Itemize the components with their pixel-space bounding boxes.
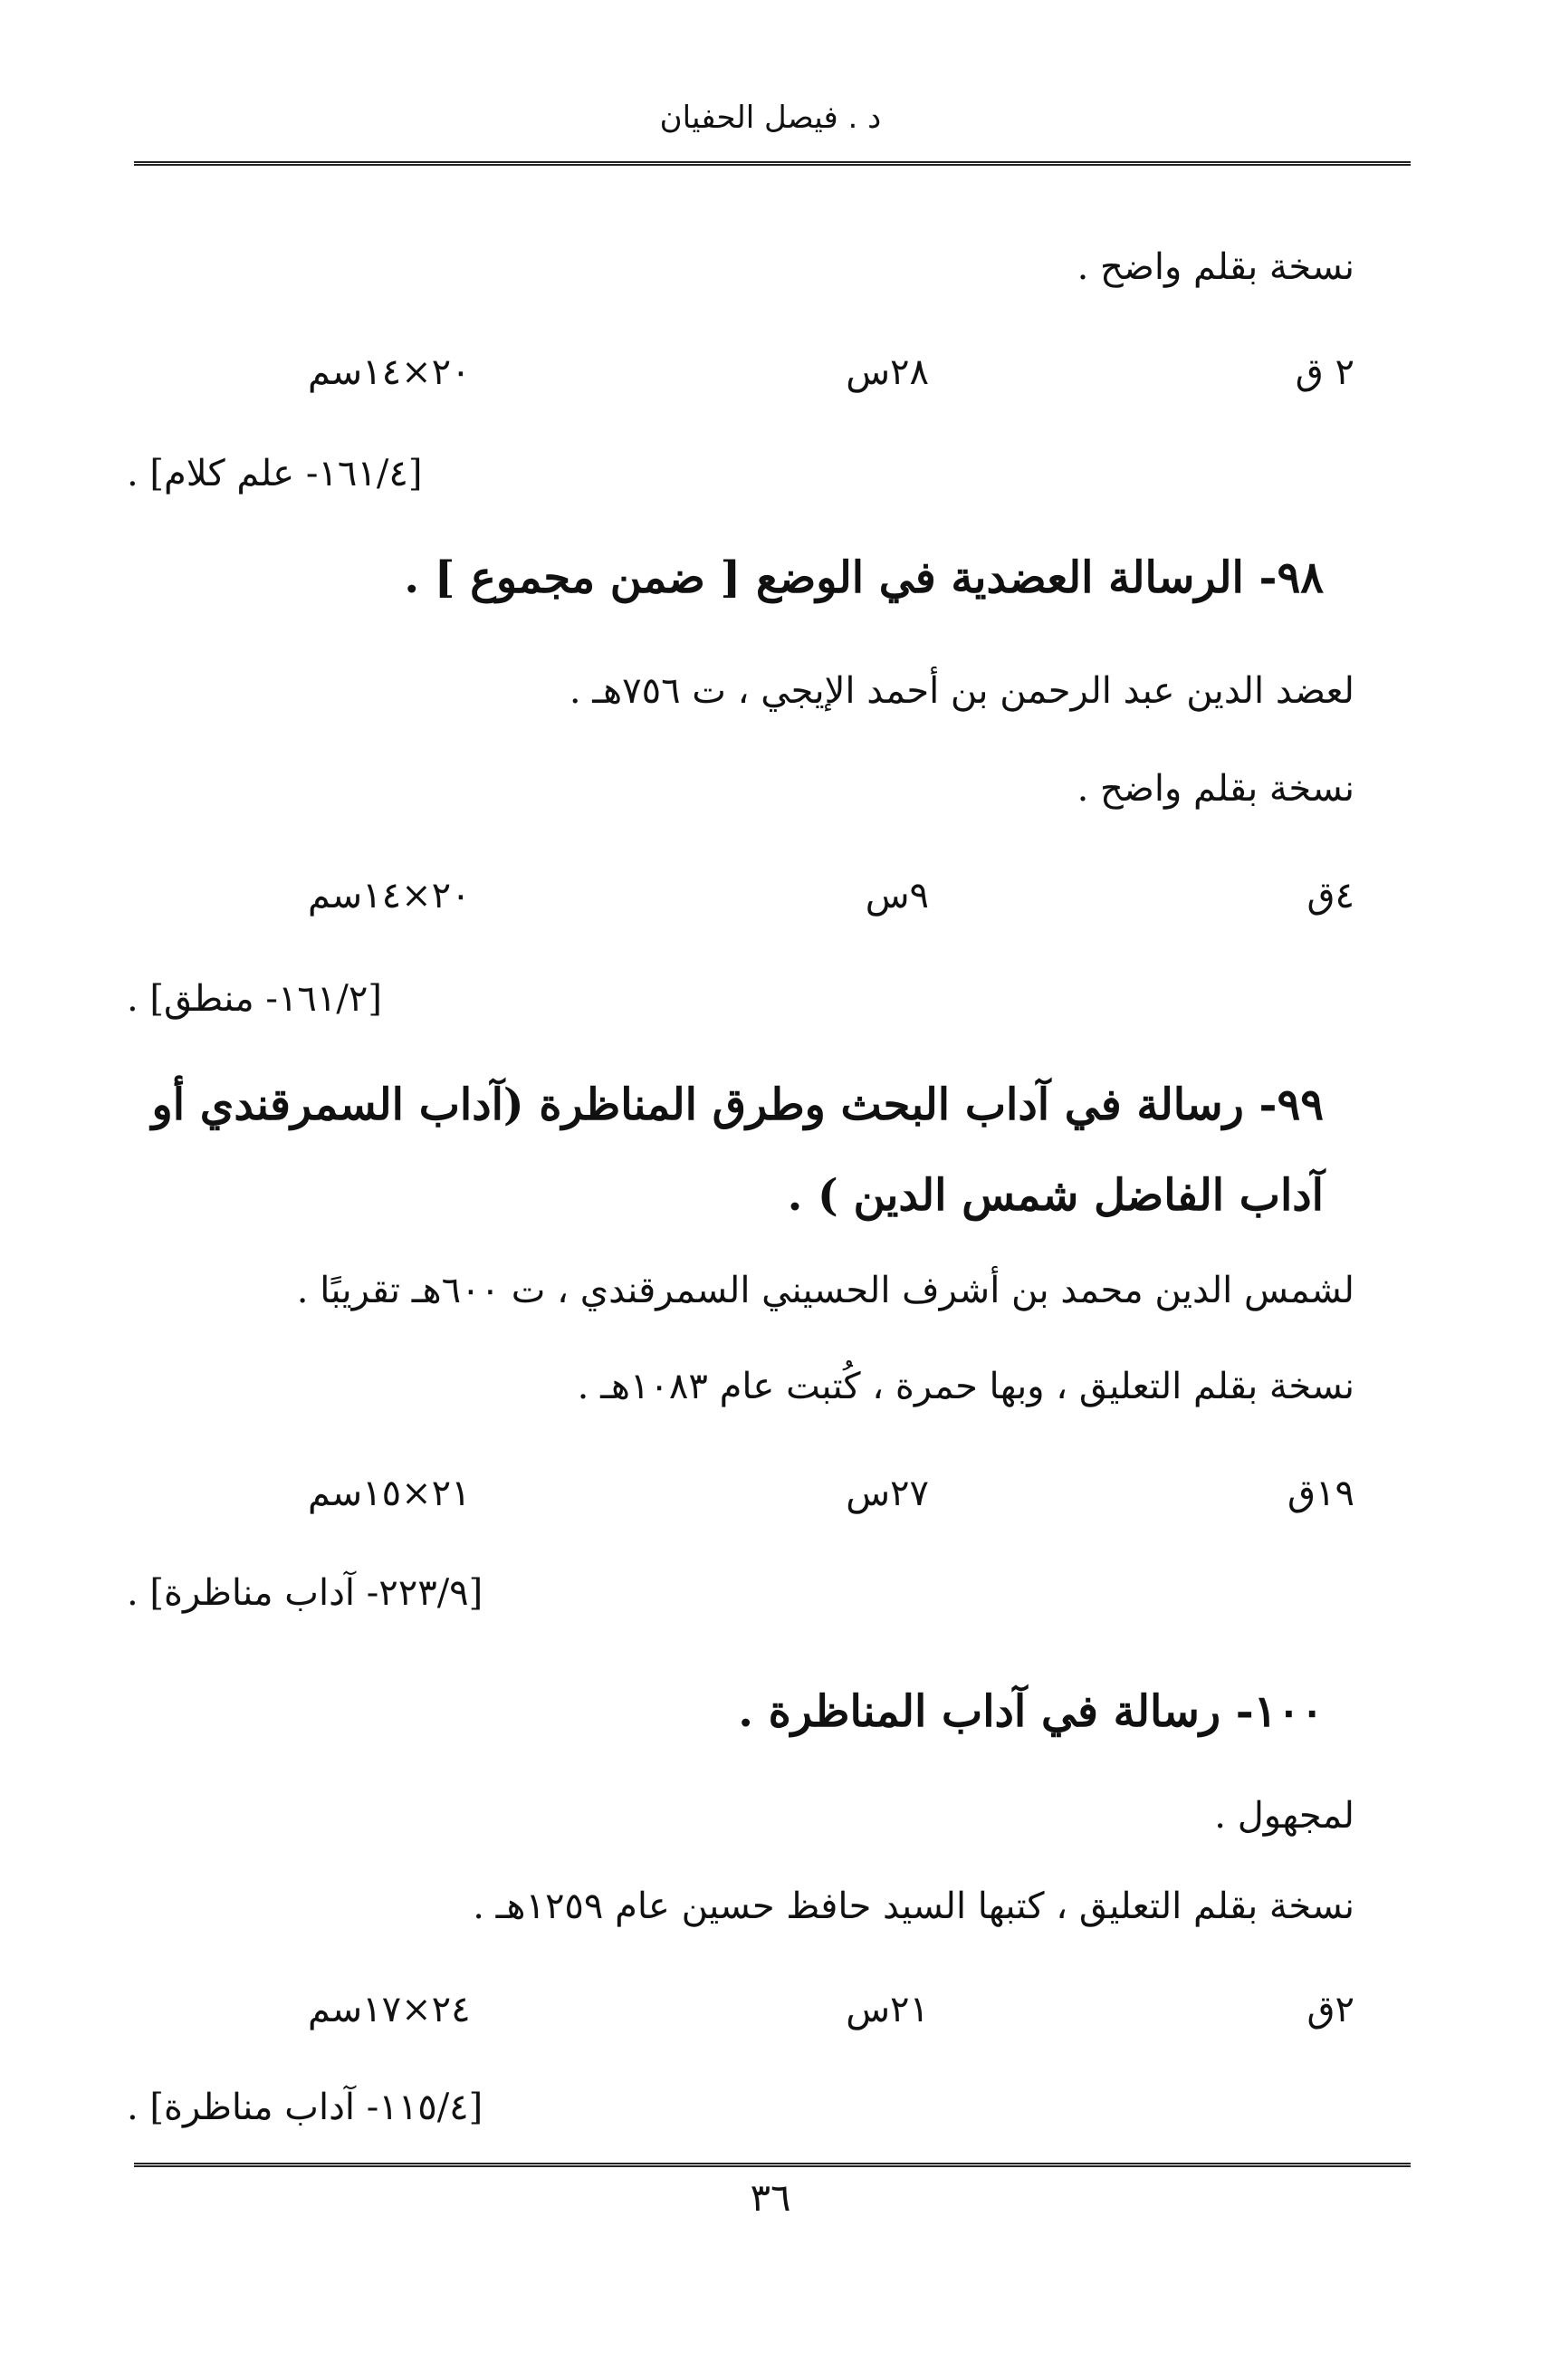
leaves-count: ٤ق	[1306, 875, 1354, 916]
lines-count: ٢١س	[846, 1989, 929, 2030]
leaves-count: ١٩ق	[1287, 1473, 1354, 1514]
shelf-reference: [١٦١/٤- علم كلام] .	[127, 453, 423, 494]
running-header: د . فيصل الحفيان	[659, 100, 882, 136]
entry-meta	[308, 351, 1354, 406]
leaves-count: ٢ق	[1306, 1989, 1354, 2030]
lines-count: ٢٧س	[846, 1473, 929, 1514]
dimensions: ٢٠×١٤سم	[308, 875, 471, 916]
shelf-reference: [١١٥/٤- آداب مناظرة] .	[127, 2087, 483, 2128]
page-number: ٣٦	[750, 2175, 791, 2220]
entry-author: لعضد الدين عبد الرحمن بن أحمد الإيجي ، ت ٧٥٦هـ .	[569, 670, 1354, 712]
entry-note: نسخة بقلم واضح .	[1077, 246, 1354, 288]
entry-title: ٩٩- رسالة في آداب البحث وطرق المناظرة (آداب السمرقندي أو آداب الفاضل شمس الدين ) .	[151, 1080, 1324, 1221]
shelf-reference: [٢٢٣/٩- آداب مناظرة] .	[127, 1572, 483, 1614]
lines-count: ٢٨س	[846, 351, 929, 393]
entry-title: ٩٨- الرسالة العضدية في الوضع [ ضمن مجموع ] .	[404, 552, 1324, 603]
shelf-reference: [١٦١/٢- منطق] .	[127, 978, 382, 1020]
entry-note: نسخة بقلم التعليق ، وبها حمرة ، كُتبت عام ١٠٨٣هـ .	[577, 1366, 1354, 1407]
entry-meta	[308, 1473, 1354, 1527]
leaves-count: ٢ ق	[1295, 351, 1354, 393]
lines-count: ٩س	[865, 875, 929, 916]
dimensions: ٢٤×١٧سم	[308, 1989, 471, 2030]
header-rule	[134, 161, 1411, 166]
entry-note: نسخة بقلم التعليق ، كتبها السيد حافظ حسين عام ١٢٥٩هـ .	[473, 1886, 1354, 1927]
entry-title: ١٠٠- رسالة في آداب المناظرة .	[738, 1686, 1324, 1737]
entry-meta	[308, 1989, 1354, 2043]
dimensions: ٢٠×١٤سم	[308, 351, 471, 393]
entry-note: نسخة بقلم واضح .	[1077, 768, 1354, 810]
entry-author: لشمس الدين محمد بن أشرف الحسيني السمرقندي ، ت ٦٠٠هـ تقريبًا .	[296, 1270, 1354, 1311]
entry-meta	[308, 875, 1354, 929]
entry-author: لمجهول .	[1214, 1795, 1354, 1837]
dimensions: ٢١×١٥سم	[308, 1473, 471, 1514]
footer-rule	[134, 2163, 1411, 2167]
